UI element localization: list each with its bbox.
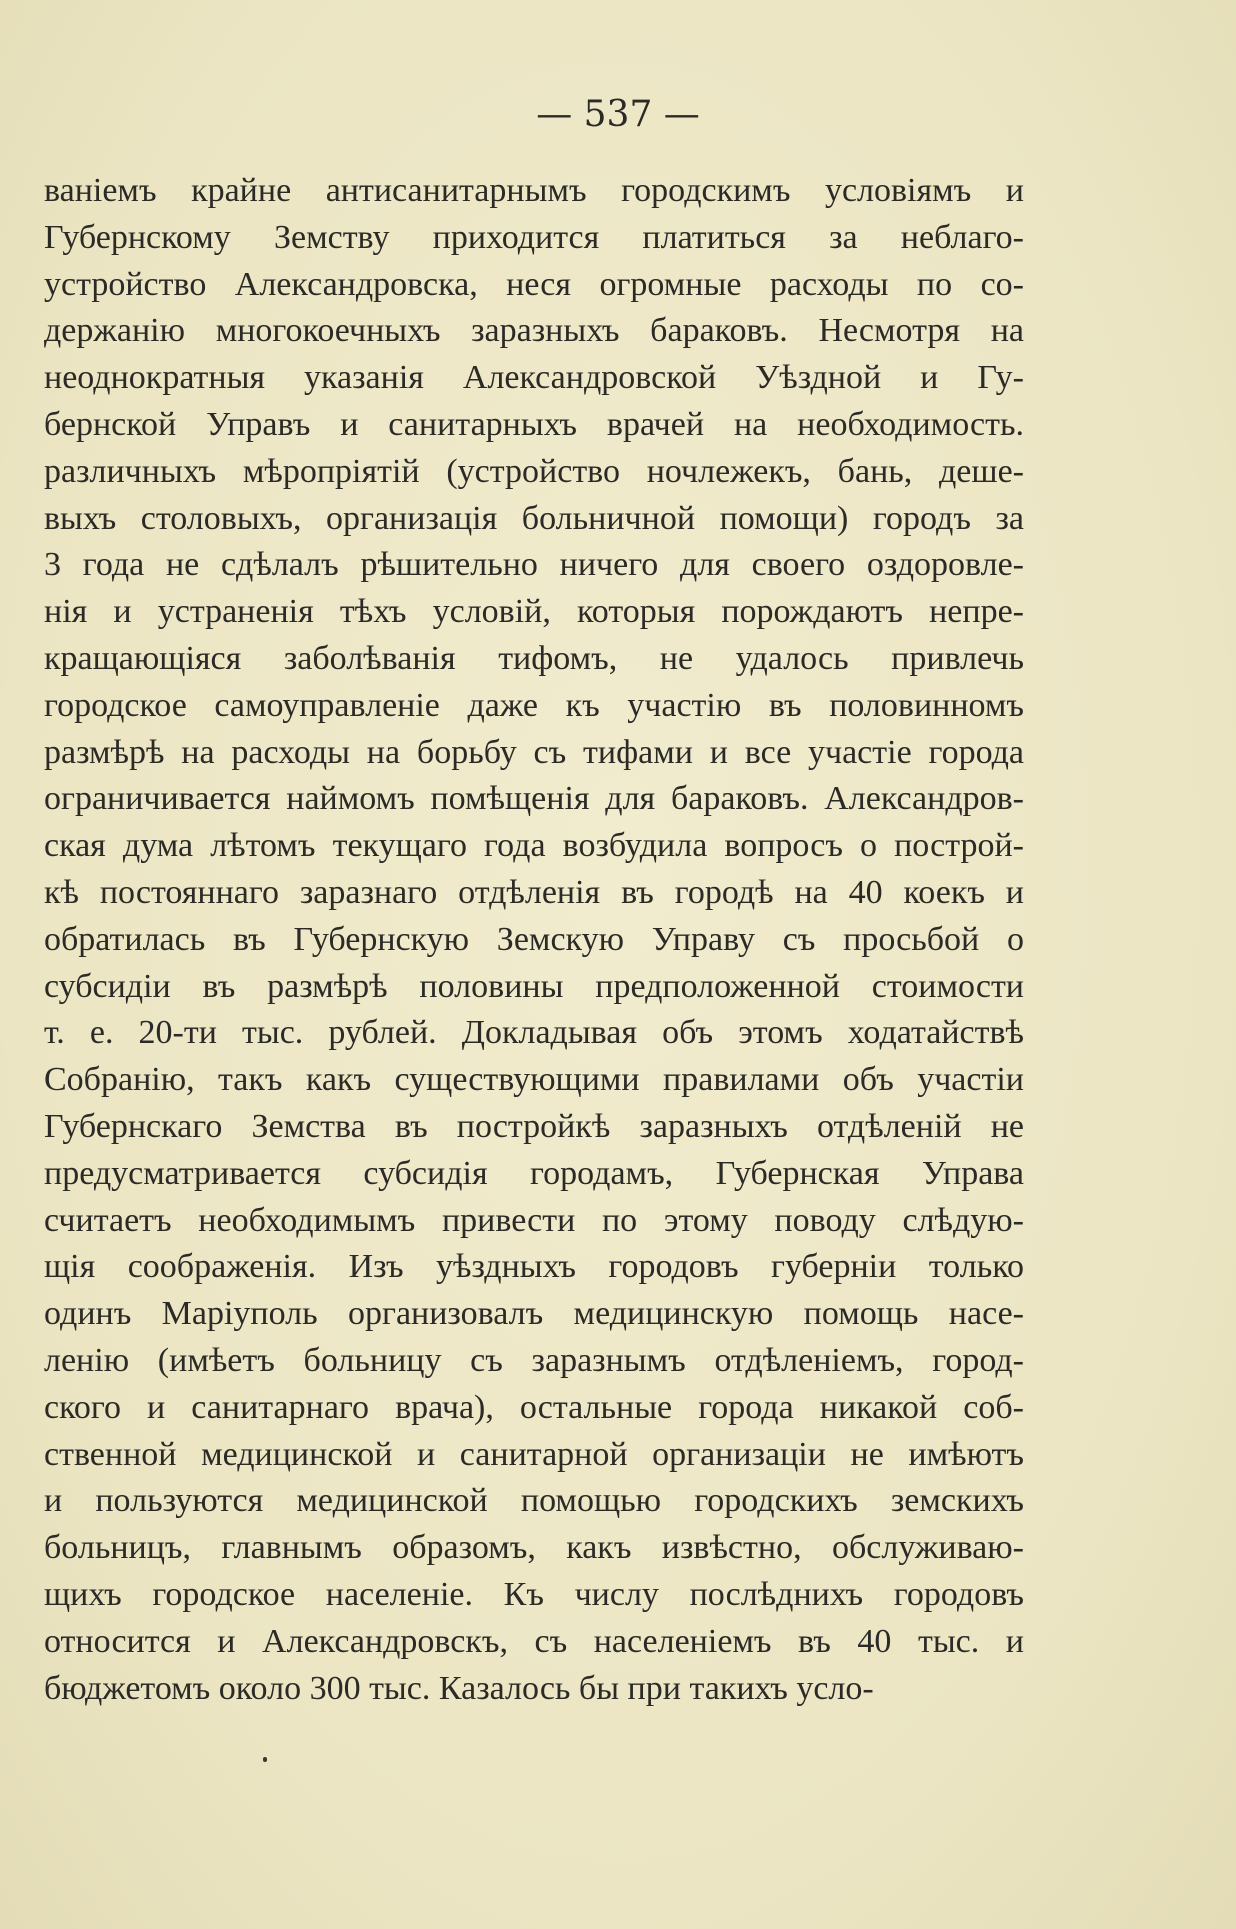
text-line: ственной медицинской и санитарной организаціи не имѣютъ (44, 1435, 1024, 1473)
text-line: щія соображенія. Изъ уѣздныхъ городовъ губерніи только (44, 1248, 1024, 1286)
text-line: ская дума лѣтомъ текущаго года возбудила вопросъ о построй- (44, 827, 1024, 865)
text-line: бернской Управъ и санитарныхъ врачей на необходимость. (44, 405, 1024, 443)
body-text (44, 168, 1024, 1712)
text-line: бюджетомъ около 300 тыс. Казалось бы при такихъ усло- (44, 1669, 874, 1707)
text-line: щихъ городское населеніе. Къ числу послѣднихъ городовъ (44, 1575, 1024, 1613)
text-line: устройство Александровска, неся огромные расходы по со- (44, 265, 1024, 303)
text-line: ленію (имѣетъ больницу съ заразнымъ отдѣленіемъ, город- (44, 1341, 1024, 1379)
text-line: одинъ Маріуполь организовалъ медицинскую помощь насе- (44, 1295, 1024, 1333)
text-line: неоднократныя указанія Александровской Уѣздной и Гу- (44, 359, 1024, 397)
text-line: относится и Александровскъ, съ населеніемъ въ 40 тыс. и (44, 1622, 1024, 1660)
text-line: т. е. 20-ти тыс. рублей. Докладывая объ этомъ ходатайствѣ (44, 1014, 1024, 1052)
text-line: нія и устраненія тѣхъ условій, которыя порождаютъ непре- (44, 593, 1024, 631)
text-line: ваніемъ крайне антисанитарнымъ городскимъ условіямъ и (44, 172, 1024, 209)
text-line: считаетъ необходимымъ привести по этому поводу слѣдую- (44, 1201, 1024, 1239)
page-number: — 537 — (536, 94, 700, 135)
text-line: городское самоуправленіе даже къ участію въ половинномъ (44, 686, 1024, 724)
text-line: размѣрѣ на расходы на борьбу съ тифами и все участіе города (44, 733, 1024, 771)
text-line: больницъ, главнымъ образомъ, какъ извѣстно, обслуживаю- (44, 1529, 1024, 1567)
text-line: различныхъ мѣропріятій (устройство ночлежекъ, бань, деше- (44, 452, 1024, 490)
text-line: держанію многокоечныхъ заразныхъ бараковъ. Несмотря на (44, 312, 1024, 350)
text-line: кращающіяся заболѣванія тифомъ, не удалось привлечь (44, 639, 1024, 677)
ink-speck (263, 1757, 267, 1762)
text-line: обратилась въ Губернскую Земскую Управу съ просьбой о (44, 920, 1024, 958)
text-line: Собранію, такъ какъ существующими правилами объ участіи (44, 1061, 1024, 1099)
text-line: ского и санитарнаго врача), остальные города никакой соб- (44, 1388, 1024, 1426)
text-line: 3 года не сдѣлалъ рѣшительно ничего для своего оздоровле- (44, 546, 1024, 584)
text-line: кѣ постояннаго заразнаго отдѣленія въ городѣ на 40 коекъ и (44, 873, 1024, 911)
text-line: предусматривается субсидія городамъ, Губернская Управа (44, 1154, 1024, 1192)
text-line: субсидіи въ размѣрѣ половины предположенной стоимости (44, 967, 1024, 1005)
text-line: и пользуются медицинской помощью городскихъ земскихъ (44, 1482, 1024, 1520)
text-line: ограничивается наймомъ помѣщенія для бараковъ. Александров- (44, 780, 1024, 818)
text-line: Губернскаго Земства въ постройкѣ заразныхъ отдѣленій не (44, 1107, 1024, 1145)
text-line: Губернскому Земству приходится платиться за неблаго- (44, 218, 1024, 256)
text-line: выхъ столовыхъ, организація больничной помощи) городъ за (44, 499, 1024, 537)
